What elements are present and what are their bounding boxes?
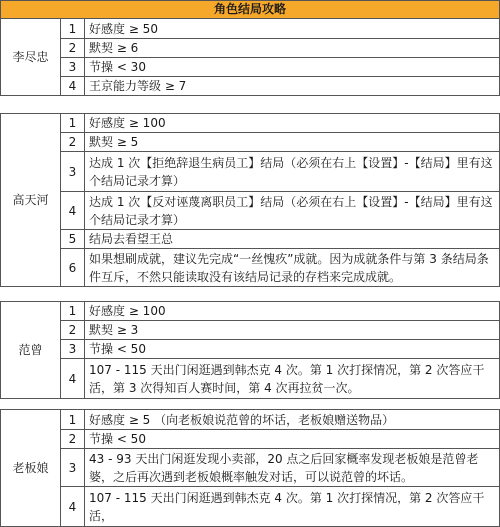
condition-text: 好感度 ≥ 5 （向老板娘说范曾的坏话，老板娘赠送物品） [85, 410, 500, 430]
table-row [1, 249, 500, 287]
condition-text: 好感度 ≥ 100 [85, 302, 500, 321]
condition-text: 默契 ≥ 3 [85, 321, 500, 340]
condition-text: 默契 ≥ 6 [85, 39, 500, 58]
row-number: 3 [61, 340, 85, 359]
table-row [1, 77, 500, 96]
row-number: 2 [61, 133, 85, 152]
table-row [1, 302, 500, 321]
condition-text: 王京能力等级 ≥ 7 [85, 77, 500, 96]
table-row [1, 321, 500, 340]
section-laobanniang [0, 409, 500, 527]
row-number: 3 [61, 152, 85, 192]
row-number: 1 [61, 410, 85, 430]
condition-text: 107 - 115 天出门闲逛遇到韩杰克 4 次。第 1 次打探情况，第 2 次答应干活， [85, 487, 500, 527]
condition-text: 43 - 93 天出门闲逛发现小卖部，20 点之后回家概率发现老板娘是范曾老婆，之后再次遇到老板娘概率触发对话，可以说范曾的坏话。 [85, 449, 500, 487]
table-row [1, 152, 500, 192]
table-title: 角色结局攻略 [0, 0, 500, 19]
row-number: 4 [61, 487, 85, 527]
table-row [1, 114, 500, 133]
table-row [1, 19, 500, 39]
row-number: 4 [61, 359, 85, 399]
character-name: 高天河 [1, 114, 61, 287]
table-row [1, 39, 500, 58]
row-number: 4 [61, 192, 85, 230]
condition-text: 节操 < 50 [85, 430, 500, 449]
row-number: 4 [61, 77, 85, 96]
character-name: 老板娘 [1, 410, 61, 527]
condition-text: 好感度 ≥ 50 [85, 19, 500, 39]
condition-text: 如果想刷成就，建议先完成“一丝愧疚”成就。因为成就条件与第 3 条结局条件互斥，不然只能读取没有该结局记录的存档来完成成就。 [85, 249, 500, 287]
table-row [1, 192, 500, 230]
table-row [1, 449, 500, 487]
character-name: 范曾 [1, 302, 61, 399]
table-row [1, 430, 500, 449]
row-number: 1 [61, 302, 85, 321]
row-number: 6 [61, 249, 85, 287]
row-number: 1 [61, 114, 85, 133]
row-number: 3 [61, 449, 85, 487]
condition-text: 好感度 ≥ 100 [85, 114, 500, 133]
table-row [1, 359, 500, 399]
condition-text: 107 - 115 天出门闲逛遇到韩杰克 4 次。第 1 次打探情况，第 2 次答应干活，第 3 次得知百人赛时间，第 4 次再拉贫一次。 [85, 359, 500, 399]
row-number: 2 [61, 39, 85, 58]
condition-text: 达成 1 次【拒绝辞退生病员工】结局（必须在右上【设置】-【结局】里有这个结局记录才算） [85, 152, 500, 192]
condition-text: 节操 < 50 [85, 340, 500, 359]
row-number: 3 [61, 58, 85, 77]
condition-text: 默契 ≥ 5 [85, 133, 500, 152]
table-row [1, 58, 500, 77]
section-lijinzhong [0, 18, 500, 96]
table-row [1, 487, 500, 527]
table-row [1, 133, 500, 152]
table-row [1, 410, 500, 430]
condition-text: 结局去看望王总 [85, 230, 500, 249]
row-number: 1 [61, 19, 85, 39]
table-row [1, 340, 500, 359]
section-gaotianhe [0, 113, 500, 287]
character-name: 李尽忠 [1, 19, 61, 96]
row-number: 2 [61, 430, 85, 449]
condition-text: 达成 1 次【反对诬蔑离职员工】结局（必须在右上【设置】-【结局】里有这个结局记录才算） [85, 192, 500, 230]
condition-text: 节操 < 30 [85, 58, 500, 77]
section-fanzeng [0, 301, 500, 399]
row-number: 5 [61, 230, 85, 249]
table-row [1, 230, 500, 249]
row-number: 2 [61, 321, 85, 340]
